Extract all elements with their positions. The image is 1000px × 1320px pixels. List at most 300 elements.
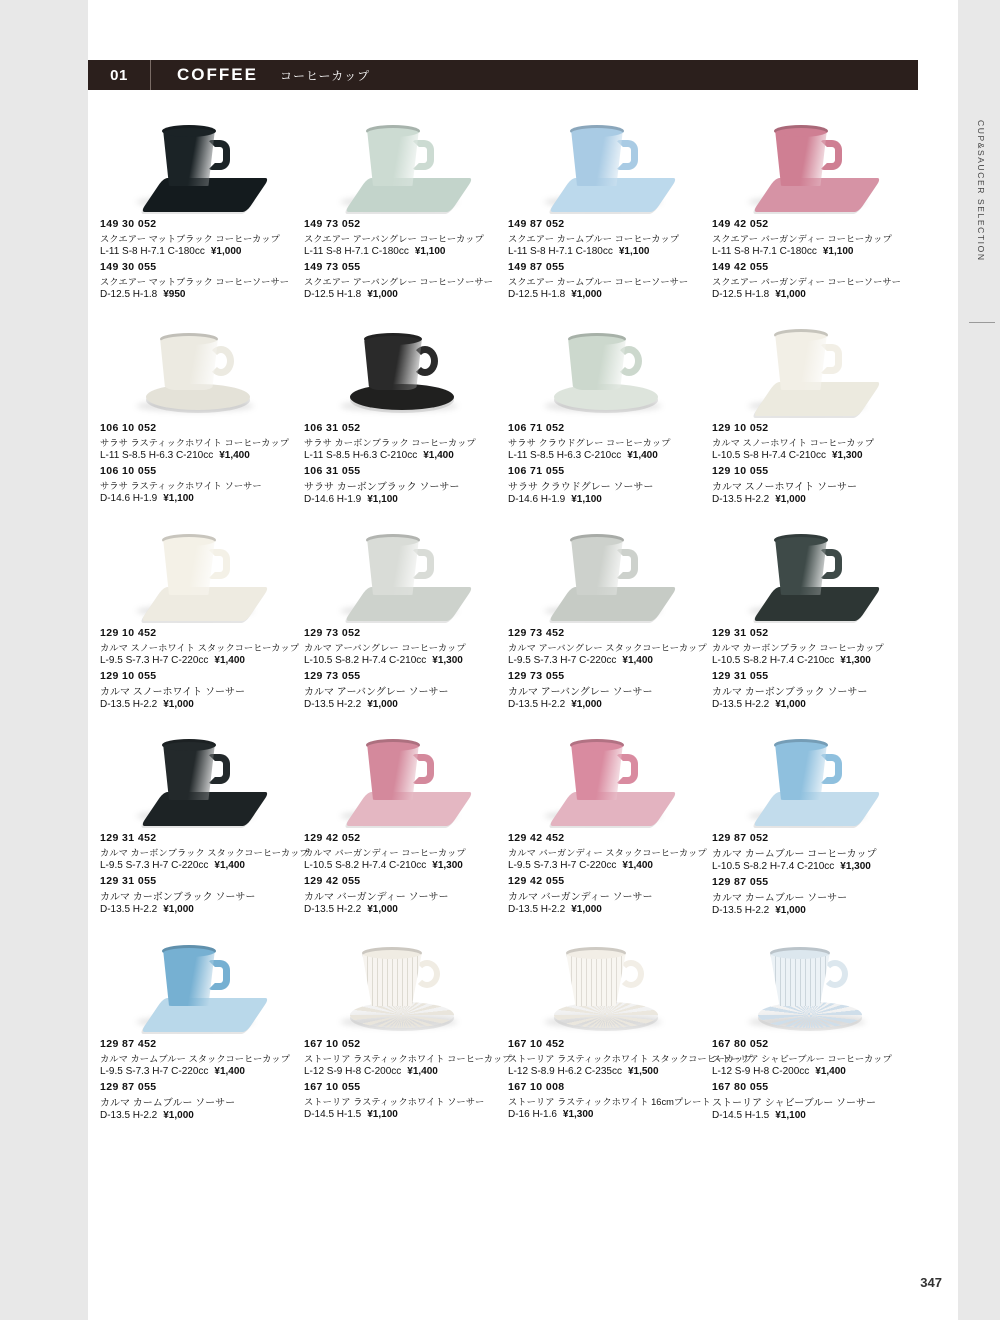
product-info (100, 422, 304, 504)
cup-rim-shape (568, 333, 626, 345)
product-thumbnail (304, 920, 508, 1038)
product-name: ストーリア ラスティックホワイト コーヒーカップ (304, 1054, 512, 1064)
product-spec (100, 289, 296, 300)
product-row (100, 920, 918, 1125)
product-entry-saucer (100, 1081, 296, 1121)
product-price: ¥1,100 (571, 494, 602, 505)
product-illustration (508, 304, 712, 422)
product-price: ¥1,000 (163, 1110, 194, 1121)
product-spec (712, 494, 908, 505)
cup-rim-shape (162, 739, 216, 751)
cup-body-shape (366, 130, 420, 186)
product-dimensions: D-13.5 H-2.2 (712, 494, 770, 505)
cup-rim-shape (362, 947, 422, 959)
product-dimensions: D-13.5 H-2.2 (100, 1110, 158, 1121)
product-entry-saucer (304, 261, 500, 300)
product-price: ¥1,400 (214, 860, 245, 871)
product-entry-cup (508, 627, 707, 666)
product-entry-saucer (712, 465, 908, 505)
product-spec (304, 860, 500, 871)
product-price: ¥1,100 (163, 493, 194, 504)
product-code: 129 73 452 (508, 627, 565, 639)
product-entry-saucer (508, 875, 704, 915)
product-spec (304, 246, 500, 257)
product-code: 129 31 055 (712, 670, 769, 682)
product-cell[interactable] (712, 304, 916, 509)
cup-body-shape (160, 338, 218, 390)
product-illustration (100, 509, 304, 627)
cup-rim-shape (366, 534, 420, 546)
cup-body-shape (162, 130, 216, 186)
product-price: ¥1,000 (571, 904, 602, 915)
product-price: ¥1,400 (815, 1066, 846, 1077)
product-spec (508, 699, 704, 710)
product-code: 167 10 052 (304, 1038, 361, 1050)
product-info (100, 218, 304, 300)
product-price: ¥1,300 (432, 860, 463, 871)
product-illustration (508, 509, 712, 627)
product-name: カルマ カームブルー コーヒーカップ (712, 849, 877, 860)
cup-body-shape (362, 952, 422, 1006)
product-info (304, 422, 508, 505)
product-code: 129 10 452 (100, 627, 157, 639)
product-thumbnail (712, 920, 916, 1038)
product-price: ¥1,300 (840, 655, 871, 666)
product-spec (508, 860, 704, 871)
product-entry-cup (304, 832, 500, 871)
product-code: 149 73 052 (304, 218, 361, 230)
product-entry-saucer (508, 1081, 711, 1120)
product-dimensions: D-13.5 H-2.2 (712, 905, 770, 916)
product-cell[interactable] (304, 920, 512, 1125)
product-thumbnail (508, 100, 712, 218)
product-thumbnail (508, 714, 712, 832)
product-code: 129 73 055 (508, 670, 565, 682)
product-name: スクエアー カームブルー コーヒーソーサー (508, 277, 689, 287)
product-dimensions: L-10.5 S-8.2 H-7.4 C-210cc (304, 860, 427, 871)
product-grid (100, 100, 918, 1125)
product-cell[interactable] (712, 920, 916, 1125)
product-entry-cup (304, 218, 500, 257)
product-price: ¥1,100 (775, 1110, 806, 1121)
product-info (304, 832, 508, 915)
product-code: 129 42 052 (304, 832, 361, 844)
product-thumbnail (304, 100, 508, 218)
cup-rim-shape (566, 947, 626, 959)
product-cell[interactable] (712, 509, 916, 714)
section-number: 01 (110, 66, 128, 84)
product-info (712, 1038, 916, 1121)
product-code: 167 10 008 (508, 1081, 565, 1093)
product-code: 129 87 052 (712, 832, 769, 844)
product-code: 129 42 055 (304, 875, 361, 887)
product-entry-saucer (508, 261, 704, 300)
product-name: カルマ カーボンブラック コーヒーカップ (712, 643, 884, 653)
product-dimensions: D-13.5 H-2.2 (100, 699, 158, 710)
product-name: カルマ カーボンブラック ソーサー (100, 892, 256, 903)
product-dimensions: L-12 S-9 H-8 C-200cc (712, 1066, 810, 1077)
product-cell[interactable] (508, 509, 712, 714)
product-dimensions: D-16 H-1.6 (508, 1109, 557, 1120)
product-code: 167 10 055 (304, 1081, 361, 1093)
product-thumbnail (712, 304, 916, 422)
product-info (508, 832, 712, 915)
product-dimensions: L-9.5 S-7.3 H-7 C-220cc (508, 655, 617, 666)
product-illustration (712, 714, 916, 832)
product-code: 129 87 055 (712, 876, 769, 888)
product-spec (508, 655, 704, 666)
product-thumbnail (100, 714, 304, 832)
product-spec (100, 246, 296, 257)
product-code: 149 30 052 (100, 218, 157, 230)
product-dimensions: D-14.5 H-1.5 (712, 1110, 770, 1121)
product-info (508, 627, 712, 710)
product-spec (508, 246, 704, 257)
product-cell[interactable] (100, 100, 304, 304)
product-entry-saucer (100, 261, 296, 300)
product-entry-cup (100, 627, 300, 666)
product-name: カルマ スノーホワイト ソーサー (100, 687, 245, 698)
product-price: ¥1,400 (219, 450, 250, 461)
product-name: カルマ スノーホワイト ソーサー (712, 482, 857, 493)
product-info (712, 218, 916, 300)
product-spec (304, 1066, 500, 1077)
product-entry-saucer (304, 670, 500, 710)
product-illustration (304, 920, 508, 1038)
product-spec (100, 1066, 296, 1077)
product-info (508, 218, 712, 300)
product-code: 167 80 052 (712, 1038, 769, 1050)
product-name: サラサ クラウドグレー コーヒーカップ (508, 438, 671, 448)
product-dimensions: L-11 S-8.5 H-6.3 C-210cc (508, 450, 622, 461)
product-cell[interactable] (304, 714, 508, 920)
product-name: スクエアー マットブラック コーヒーソーサー (100, 277, 290, 287)
section-header (88, 60, 918, 90)
product-cell[interactable] (508, 714, 712, 920)
product-entry-cup (508, 218, 704, 257)
cup-rim-shape (570, 739, 624, 751)
product-name: スクエアー アーバングレー コーヒーカップ (304, 234, 484, 244)
product-name: ストーリア ラスティックホワイト 16cmプレート (508, 1097, 711, 1107)
product-spec (508, 1066, 704, 1077)
cup-body-shape (774, 744, 828, 800)
product-spec (508, 904, 704, 915)
product-code: 149 30 055 (100, 261, 157, 273)
cup-rim-shape (774, 329, 828, 341)
product-price: ¥1,100 (367, 494, 398, 505)
product-spec (100, 655, 296, 666)
product-thumbnail (304, 714, 508, 832)
product-thumbnail (508, 304, 712, 422)
cup-body-shape (570, 744, 624, 800)
product-thumbnail (508, 920, 712, 1038)
product-entry-cup (304, 627, 500, 666)
product-dimensions: L-9.5 S-7.3 H-7 C-220cc (508, 860, 617, 871)
product-entry-saucer (304, 465, 500, 505)
page-number: 347 (920, 1275, 942, 1290)
cup-body-shape (366, 744, 420, 800)
product-dimensions: L-10.5 S-8 H-7.4 C-210cc (712, 450, 826, 461)
product-name: カルマ アーバングレー ソーサー (304, 687, 449, 698)
product-price: ¥1,100 (822, 246, 854, 257)
product-entry-saucer (508, 465, 704, 505)
product-code: 149 42 055 (712, 261, 769, 273)
product-price: ¥1,000 (163, 904, 194, 915)
product-name: スクエアー マットブラック コーヒーカップ (100, 234, 280, 244)
product-cell[interactable] (508, 100, 712, 304)
product-illustration (100, 304, 304, 422)
product-spec (712, 861, 908, 872)
product-thumbnail (508, 509, 712, 627)
product-code: 129 31 052 (712, 627, 769, 639)
product-illustration (304, 304, 508, 422)
product-code: 129 31 055 (100, 875, 157, 887)
product-entry-saucer (712, 670, 908, 710)
product-spec (304, 904, 500, 915)
product-illustration (100, 714, 304, 832)
product-price: ¥1,400 (407, 1066, 438, 1077)
product-dimensions: D-13.5 H-2.2 (712, 699, 770, 710)
product-dimensions: L-11 S-8 H-7.1 C-180cc (100, 246, 205, 257)
product-name: カルマ スノーホワイト スタックコーヒーカップ (100, 643, 300, 653)
product-price: ¥1,300 (831, 450, 863, 461)
product-name: カルマ スノーホワイト コーヒーカップ (712, 438, 875, 448)
product-code: 129 87 452 (100, 1038, 157, 1050)
product-dimensions: D-14.6 H-1.9 (100, 493, 158, 504)
product-price: ¥1,100 (618, 246, 650, 257)
section-title-ja: コーヒーカップ (279, 68, 371, 83)
product-entry-cup (100, 218, 296, 257)
product-code: 167 10 452 (508, 1038, 565, 1050)
product-code: 167 80 055 (712, 1081, 769, 1093)
product-cell[interactable] (712, 714, 916, 920)
product-price: ¥1,000 (775, 699, 806, 710)
cup-rim-shape (774, 125, 828, 137)
product-spec (100, 699, 296, 710)
product-cell[interactable] (304, 509, 508, 714)
product-info (100, 1038, 304, 1121)
product-name: スクエアー カームブルー コーヒーカップ (508, 234, 680, 244)
product-price: ¥1,000 (210, 246, 242, 257)
product-price: ¥1,100 (367, 1109, 398, 1120)
product-info (508, 422, 712, 505)
product-thumbnail (100, 304, 304, 422)
product-code: 129 42 452 (508, 832, 565, 844)
product-dimensions: D-13.5 H-2.2 (100, 904, 158, 915)
product-dimensions: L-11 S-8 H-7.1 C-180cc (508, 246, 613, 257)
product-code: 129 10 055 (100, 670, 157, 682)
product-code: 129 87 055 (100, 1081, 157, 1093)
product-entry-saucer (712, 1081, 908, 1121)
cup-body-shape (364, 338, 422, 390)
product-name: カルマ カームブルー ソーサー (712, 893, 848, 904)
product-dimensions: D-14.5 H-1.5 (304, 1109, 362, 1120)
product-dimensions: D-13.5 H-2.2 (304, 904, 362, 915)
product-price: ¥1,000 (367, 699, 398, 710)
product-entry-cup (712, 832, 908, 872)
product-price: ¥1,000 (571, 699, 602, 710)
product-spec (712, 655, 908, 666)
product-spec (508, 494, 704, 505)
cup-rim-shape (160, 333, 218, 345)
cup-rim-shape (162, 125, 216, 137)
product-cell[interactable] (712, 100, 916, 304)
product-dimensions: D-14.6 H-1.9 (304, 494, 362, 505)
product-dimensions: D-14.6 H-1.9 (508, 494, 566, 505)
product-name: カルマ カーボンブラック ソーサー (712, 687, 868, 698)
product-thumbnail (100, 920, 304, 1038)
product-code: 149 87 055 (508, 261, 565, 273)
product-dimensions: D-12.5 H-1.8 (508, 289, 566, 300)
cup-rim-shape (366, 739, 420, 751)
product-price: ¥1,000 (163, 699, 194, 710)
product-cell[interactable] (304, 100, 508, 304)
cup-rim-shape (774, 534, 828, 546)
product-illustration (712, 100, 916, 218)
cup-rim-shape (570, 534, 624, 546)
side-rule (969, 322, 995, 323)
product-spec (304, 1109, 500, 1120)
product-dimensions: L-11 S-8 H-7.1 C-180cc (304, 246, 409, 257)
product-row (100, 509, 918, 714)
product-entry-saucer (304, 1081, 500, 1120)
product-illustration (304, 509, 508, 627)
product-name: ストーリア ラスティックホワイト スタックコーヒーカップ (508, 1054, 753, 1064)
product-spec (304, 655, 500, 666)
cup-body-shape (570, 539, 624, 595)
product-price: ¥1,400 (423, 450, 454, 461)
product-spec (712, 450, 908, 461)
cup-body-shape (774, 539, 828, 595)
product-entry-cup (712, 1038, 908, 1077)
product-cell[interactable] (508, 304, 712, 509)
product-price: ¥1,500 (627, 1066, 659, 1077)
product-illustration (712, 509, 916, 627)
cup-rim-shape (364, 333, 422, 345)
product-dimensions: D-13.5 H-2.2 (304, 699, 362, 710)
product-name: ストーリア シャビーブルー ソーサー (712, 1098, 877, 1109)
product-price: ¥1,000 (571, 289, 602, 300)
product-entry-saucer (508, 670, 704, 710)
product-name: カルマ カーボンブラック スタックコーヒーカップ (100, 848, 309, 858)
product-entry-saucer (304, 875, 500, 915)
product-name: サラサ ラスティックホワイト コーヒーカップ (100, 438, 289, 448)
product-entry-cup (508, 832, 707, 871)
product-cell[interactable] (100, 304, 304, 509)
product-entry-cup (304, 422, 500, 461)
product-spec (712, 905, 908, 916)
product-illustration (100, 920, 304, 1038)
cup-body-shape (770, 952, 830, 1006)
product-spec (508, 450, 704, 461)
product-name: カルマ バーガンディー ソーサー (304, 892, 449, 903)
product-spec (712, 289, 908, 300)
product-name: サラサ カーボンブラック ソーサー (304, 482, 460, 493)
product-thumbnail (100, 100, 304, 218)
cup-body-shape (366, 539, 420, 595)
product-entry-cup (712, 627, 908, 666)
product-dimensions: L-10.5 S-8.2 H-7.4 C-210cc (304, 655, 427, 666)
product-code: 149 87 052 (508, 218, 565, 230)
product-name: ストーリア シャビーブルー コーヒーカップ (712, 1054, 892, 1064)
product-entry-saucer (100, 465, 296, 504)
product-spec (100, 1110, 296, 1121)
product-name: スクエアー アーバングレー コーヒーソーサー (304, 277, 493, 287)
product-name: カルマ バーガンディー コーヒーカップ (304, 848, 466, 858)
product-cell[interactable] (100, 509, 304, 714)
product-name: カルマ アーバングレー コーヒーカップ (304, 643, 466, 653)
section-tab-label: CUP&SAUCER SELECTION (976, 120, 986, 262)
product-cell[interactable] (100, 920, 304, 1125)
header-divider (150, 60, 151, 90)
cup-body-shape (162, 950, 216, 1006)
product-dimensions: L-12 S-8.9 H-6.2 C-235cc (508, 1066, 622, 1077)
product-dimensions: L-9.5 S-7.3 H-7 C-220cc (100, 860, 209, 871)
cup-rim-shape (774, 739, 828, 751)
product-row (100, 100, 918, 304)
product-entry-cup (508, 422, 704, 461)
product-code: 106 10 055 (100, 465, 157, 477)
product-name: スクエアー バーガンディー コーヒーソーサー (712, 277, 901, 287)
product-spec (100, 493, 296, 504)
product-illustration (508, 100, 712, 218)
product-dimensions: L-9.5 S-7.3 H-7 C-220cc (100, 1066, 209, 1077)
product-entry-cup (100, 1038, 296, 1077)
product-info (304, 627, 508, 710)
cup-rim-shape (570, 125, 624, 137)
product-spec (100, 450, 296, 461)
product-price: ¥1,400 (622, 860, 653, 871)
product-cell[interactable] (304, 304, 508, 509)
product-illustration (100, 100, 304, 218)
product-price: ¥1,400 (627, 450, 658, 461)
product-code: 129 10 052 (712, 422, 769, 434)
product-dimensions: L-11 S-8 H-7.1 C-180cc (712, 246, 817, 257)
product-cell[interactable] (100, 714, 309, 920)
product-dimensions: L-12 S-9 H-8 C-200cc (304, 1066, 402, 1077)
product-price: ¥1,000 (367, 904, 398, 915)
cup-body-shape (162, 744, 216, 800)
product-entry-cup (712, 218, 908, 257)
product-illustration (712, 920, 916, 1038)
product-spec (304, 699, 500, 710)
product-price: ¥1,400 (622, 655, 653, 666)
product-code: 129 10 055 (712, 465, 769, 477)
product-thumbnail (304, 509, 508, 627)
product-dimensions: L-11 S-8.5 H-6.3 C-210cc (304, 450, 418, 461)
product-name: スクエアー バーガンディー コーヒーカップ (712, 234, 892, 244)
cup-body-shape (162, 539, 216, 595)
product-price: ¥1,400 (214, 1066, 245, 1077)
product-dimensions: D-12.5 H-1.8 (304, 289, 362, 300)
section-title-en: COFFEE (177, 65, 258, 84)
product-price: ¥1,000 (367, 289, 398, 300)
product-name: サラサ クラウドグレー ソーサー (508, 482, 654, 493)
product-price: ¥1,000 (775, 494, 806, 505)
cup-body-shape (774, 334, 828, 390)
product-dimensions: L-10.5 S-8.2 H-7.4 C-210cc (712, 655, 835, 666)
product-dimensions: L-11 S-8.5 H-6.3 C-210cc (100, 450, 214, 461)
product-entry-cup (712, 422, 908, 461)
cup-body-shape (568, 338, 626, 390)
product-thumbnail (304, 304, 508, 422)
product-code: 129 31 452 (100, 832, 157, 844)
product-illustration (304, 714, 508, 832)
product-dimensions: D-13.5 H-2.2 (508, 699, 566, 710)
product-dimensions: D-12.5 H-1.8 (712, 289, 770, 300)
product-code: 106 71 052 (508, 422, 565, 434)
product-name: ストーリア ラスティックホワイト ソーサー (304, 1097, 485, 1107)
